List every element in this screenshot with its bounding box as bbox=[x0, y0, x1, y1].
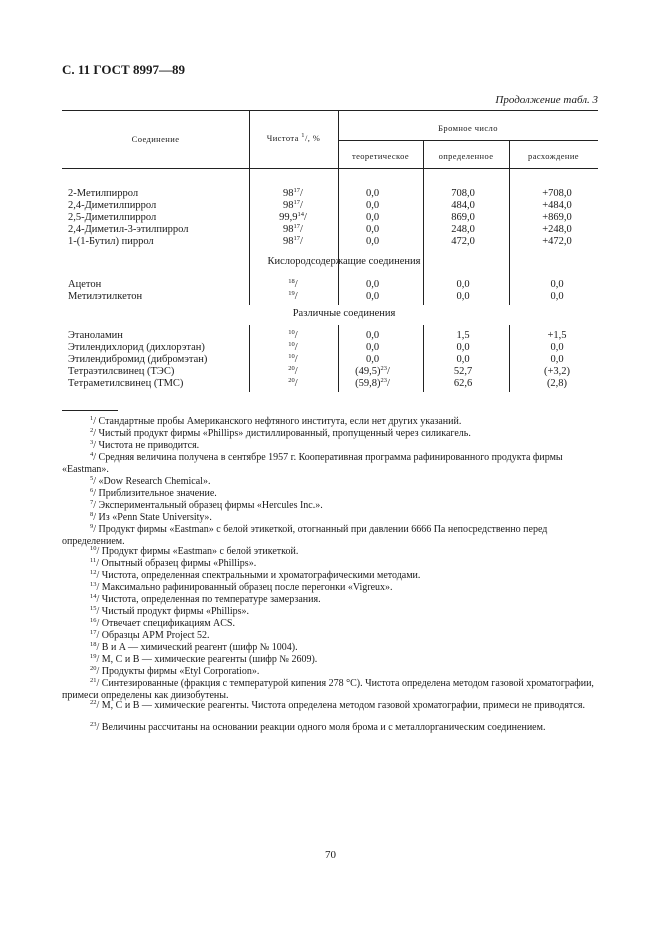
theoretical-value: 0,0 bbox=[365, 188, 380, 199]
purity-value: $98^{17}/$ bbox=[283, 187, 303, 199]
footnote: $^{14}$/ Чистота, определенная по температуре замерзания. bbox=[90, 593, 321, 605]
footnote: $^{20}$/ Продукты фирмы «Etyl Corporation». bbox=[90, 665, 260, 677]
determined-value: 0,0 bbox=[456, 342, 470, 353]
footnote-separator bbox=[62, 410, 118, 411]
purity-value: $^{10}$/ bbox=[288, 329, 298, 341]
footnote: $^5$/ «Dow Research Chemical». bbox=[90, 475, 211, 487]
footnote: $^{21}$/ Синтезированные (фракция с температурой кипения 278 °C). Чистота определена методом газовой хроматографии, примеси определены как диизобутены. bbox=[62, 677, 594, 701]
discrepancy-value: +869,0 bbox=[542, 212, 572, 223]
section-title-miscellaneous: Различные соединения bbox=[292, 308, 396, 319]
compound-name: 2-Метилпиррол bbox=[68, 188, 139, 199]
bromine-subheader-rule bbox=[338, 140, 598, 141]
discrepancy-value: +708,0 bbox=[542, 188, 572, 199]
theoretical-value: $(49,5)^{23}/$ bbox=[355, 365, 390, 377]
column-header-compound: Соединение bbox=[131, 134, 180, 144]
compound-name: 2,4-Диметилпиррол bbox=[68, 200, 157, 211]
header-bottom-rule bbox=[62, 168, 598, 169]
footnote: $^{10}$/ Продукт фирмы «Eastman» с белой этикеткой. bbox=[90, 545, 299, 557]
theoretical-value: $(59,8)^{23}/$ bbox=[355, 377, 390, 389]
compound-name: 2,4-Диметил-3-этилпиррол bbox=[68, 224, 189, 235]
theoretical-value: 0,0 bbox=[365, 224, 380, 235]
footnote: $^4$/ Средняя величина получена в сентябре 1957 г. Кооперативная программа рафинированного продукта фирмы «Eastman». bbox=[62, 451, 563, 475]
discrepancy-value: +248,0 bbox=[542, 224, 572, 235]
column-header-bromine-number: Бромное число bbox=[438, 123, 498, 133]
purity-value: $^{10}$/ bbox=[288, 353, 298, 365]
theoretical-value: 0,0 bbox=[365, 200, 380, 211]
table-row bbox=[0, 291, 661, 303]
table-row bbox=[0, 330, 661, 342]
footnote: $^6$/ Приблизительное значение. bbox=[90, 487, 217, 499]
determined-value: 52,7 bbox=[453, 366, 473, 377]
purity-value: $98^{17}/$ bbox=[283, 199, 303, 211]
purity-value: $^{19}$/ bbox=[288, 290, 298, 302]
footnote: $^{13}$/ Максимально рафинированный образец после перегонки «Vigreux». bbox=[90, 581, 393, 593]
compound-name: Этилендихлорид (дихлорэтан) bbox=[68, 342, 205, 353]
determined-value: 472,0 bbox=[451, 236, 475, 247]
table-row bbox=[0, 342, 661, 354]
purity-value: $^{18}$/ bbox=[288, 278, 298, 290]
footnote: $^7$/ Экспериментальный образец фирмы «Hercules Inc.». bbox=[90, 499, 323, 511]
determined-value: 1,5 bbox=[456, 330, 470, 341]
theoretical-value: 0,0 bbox=[365, 291, 380, 302]
footnote: $^{18}$/ B и A — химический реагент (шифр № 1004). bbox=[90, 641, 298, 653]
purity-value: $^{20}$/ bbox=[288, 377, 298, 389]
column-header-discrepancy: расхождение bbox=[528, 151, 579, 161]
table-row bbox=[0, 366, 661, 378]
discrepancy-value: 0,0 bbox=[550, 279, 564, 290]
compound-name: Метилэтилкетон bbox=[68, 291, 143, 302]
compound-name: Тетраэтилсвинец (ТЭС) bbox=[68, 366, 175, 377]
theoretical-value: 0,0 bbox=[365, 212, 380, 223]
table-row bbox=[0, 200, 661, 212]
table-row bbox=[0, 212, 661, 224]
column-header-determined: определенное bbox=[438, 151, 494, 161]
determined-value: 0,0 bbox=[456, 279, 470, 290]
table-top-rule bbox=[62, 110, 598, 111]
footnote: $^{19}$/ M, C и B — химические реагенты (шифр № 2609). bbox=[90, 653, 318, 665]
table-continuation-label: Продолжение табл. 3 bbox=[495, 94, 598, 106]
discrepancy-value: +484,0 bbox=[542, 200, 572, 211]
footnote: $^2$/ Чистый продукт фирмы «Phillips» дистиллированный, пропущенный через силикагель. bbox=[90, 427, 471, 439]
page-number: 70 bbox=[325, 849, 336, 861]
compound-name: 1-(1-Бутил) пиррол bbox=[68, 236, 154, 247]
footnote: $^3$/ Чистота не приводится. bbox=[90, 439, 200, 451]
footnote: $^{11}$/ Опытный образец фирмы «Phillips». bbox=[90, 557, 257, 569]
discrepancy-value: 0,0 bbox=[550, 291, 564, 302]
discrepancy-value: (2,8) bbox=[546, 378, 568, 389]
compound-name: Ацетон bbox=[68, 279, 102, 290]
footnote: $^{17}$/ Образцы APM Project 52. bbox=[90, 629, 210, 641]
table-row bbox=[0, 354, 661, 366]
table-row bbox=[0, 188, 661, 200]
discrepancy-value: +1,5 bbox=[547, 330, 567, 341]
footnote: $^{22}$/ M, C и B — химические реагенты. Чистота определена методом газовой хроматографии, примеси не приводятся. bbox=[90, 699, 585, 711]
footnote: $^9$/ Продукт фирмы «Eastman» с белой этикеткой, отогнанный при давлении 6666 Па непосредственно перед определением. bbox=[62, 523, 548, 547]
purity-value: 99,9$^{14}$/ bbox=[279, 211, 307, 223]
column-header-theoretical: теоретическое bbox=[351, 151, 410, 161]
theoretical-value: 0,0 bbox=[365, 279, 380, 290]
footnote: $^{12}$/ Чистота, определенная спектральными и хроматографическими методами. bbox=[90, 569, 421, 581]
purity-value: $98^{17}/$ bbox=[283, 223, 303, 235]
discrepancy-value: (+3,2) bbox=[543, 366, 571, 377]
compound-name: Этилендибромид (дибромэтан) bbox=[68, 354, 208, 365]
footnote: $^{23}$/ Величины рассчитаны на основании реакции одного моля брома и с металлорганическим соединением. bbox=[90, 721, 546, 733]
discrepancy-value: 0,0 bbox=[550, 342, 564, 353]
discrepancy-value: 0,0 bbox=[550, 354, 564, 365]
theoretical-value: 0,0 bbox=[365, 342, 380, 353]
determined-value: 708,0 bbox=[451, 188, 475, 199]
table-row bbox=[0, 378, 661, 390]
footnote: $^{15}$/ Чистый продукт фирмы «Phillips». bbox=[90, 605, 250, 617]
theoretical-value: 0,0 bbox=[365, 354, 380, 365]
determined-value: 484,0 bbox=[451, 200, 475, 211]
discrepancy-value: +472,0 bbox=[542, 236, 572, 247]
column-header-purity: Чистота $^1$/, % bbox=[266, 132, 321, 143]
footnote: $^{16}$/ Отвечает спецификациям ACS. bbox=[90, 617, 235, 629]
section-title-oxygenated: Кислородсодержащие соединения bbox=[267, 256, 421, 267]
page-header: С. 11 ГОСТ 8997—89 bbox=[62, 62, 185, 77]
purity-value: $^{10}$/ bbox=[288, 341, 298, 353]
determined-value: 869,0 bbox=[451, 212, 475, 223]
determined-value: 248,0 bbox=[451, 224, 475, 235]
purity-value: $98^{17}/$ bbox=[283, 235, 303, 247]
footnote: $^8$/ Из «Penn State University». bbox=[90, 511, 212, 523]
determined-value: 62,6 bbox=[453, 378, 473, 389]
compound-name: Этаноламин bbox=[68, 330, 123, 341]
theoretical-value: 0,0 bbox=[365, 330, 380, 341]
determined-value: 0,0 bbox=[456, 291, 470, 302]
table-row bbox=[0, 279, 661, 291]
determined-value: 0,0 bbox=[456, 354, 470, 365]
theoretical-value: 0,0 bbox=[365, 236, 380, 247]
footnote: $^1$/ Стандартные пробы Американского нефтяного института, если нет других указаний. bbox=[90, 415, 462, 427]
purity-value: $^{20}$/ bbox=[288, 365, 298, 377]
table-row bbox=[0, 224, 661, 236]
compound-name: Тетраметилсвинец (ТМС) bbox=[68, 378, 184, 389]
compound-name: 2,5-Диметилпиррол bbox=[68, 212, 157, 223]
table-row bbox=[0, 236, 661, 248]
